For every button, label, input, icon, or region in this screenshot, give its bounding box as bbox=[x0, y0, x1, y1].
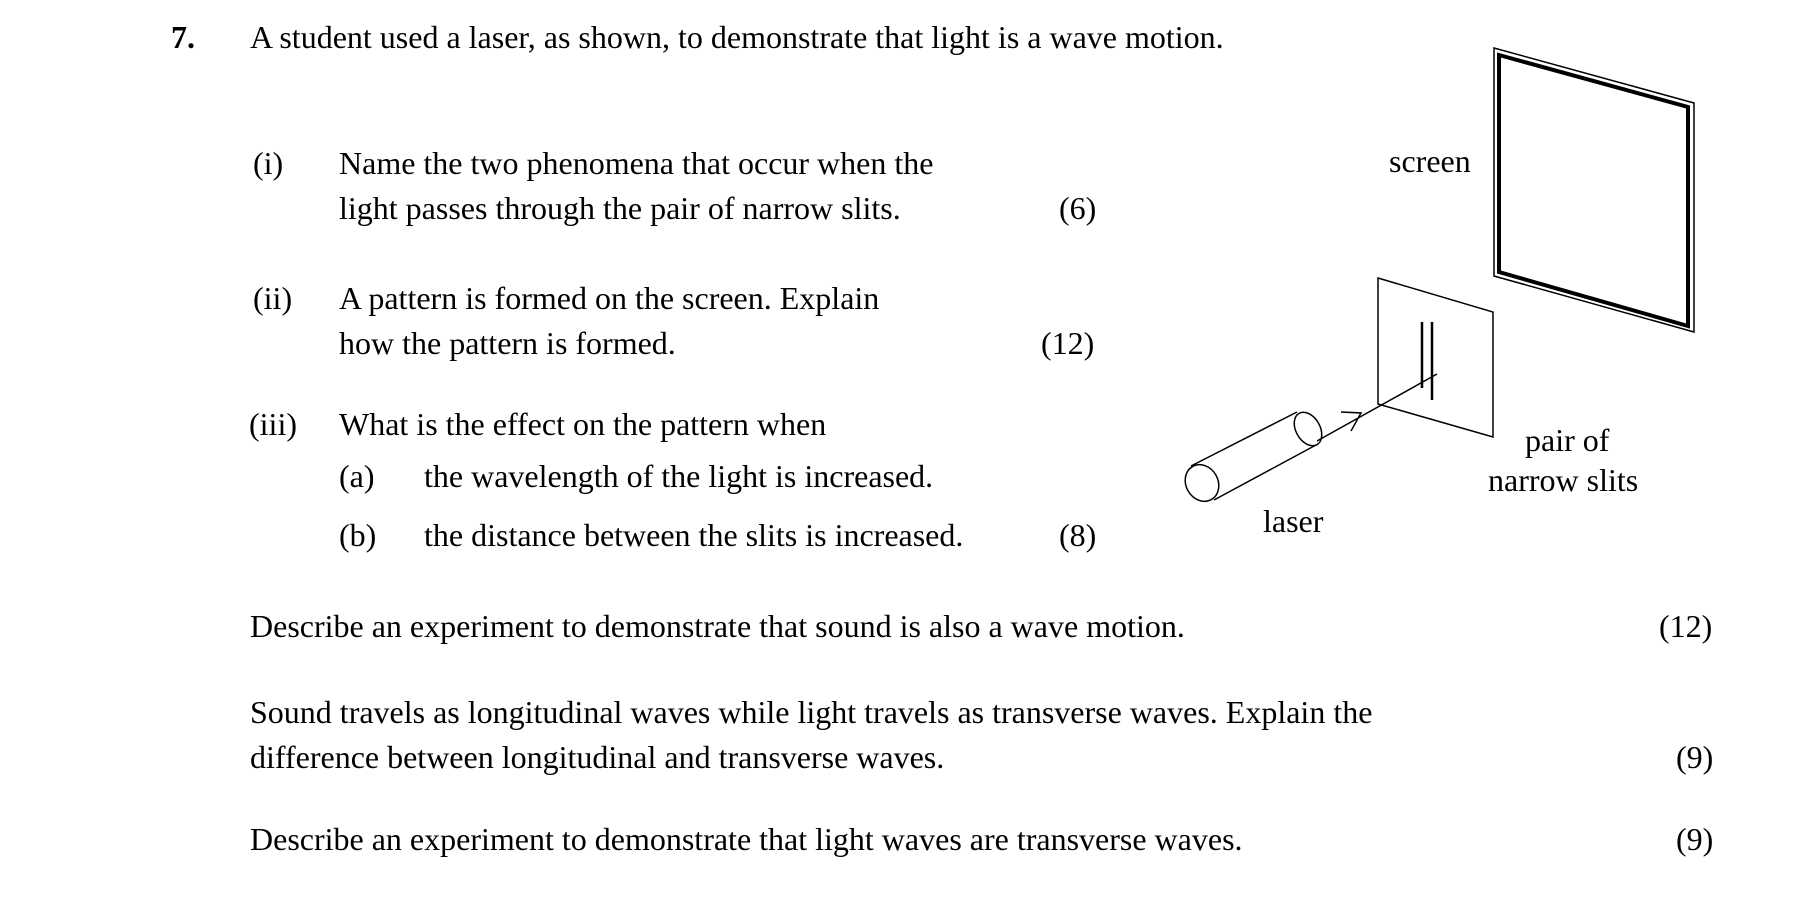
further-1-line-1: Describe an experiment to demonstrate that sound is also a wave motion. bbox=[250, 608, 1185, 644]
part-iii-label: (iii) bbox=[249, 406, 297, 442]
further-2-line-2: difference between longitudinal and transverse waves. bbox=[250, 739, 945, 775]
further-1-marks: (12) bbox=[1659, 608, 1713, 644]
part-iii-b-label: (b) bbox=[339, 517, 377, 553]
further-3-marks: (9) bbox=[1676, 821, 1714, 857]
part-iii-a-text: the wavelength of the light is increased. bbox=[424, 458, 934, 494]
laser-beam bbox=[1317, 374, 1437, 441]
question-intro: A student used a laser, as shown, to demonstrate that light is a wave motion. bbox=[250, 19, 1224, 55]
screen-label: screen bbox=[1389, 143, 1471, 179]
question-number: 7. bbox=[171, 19, 195, 55]
part-iii-line-1: What is the effect on the pattern when bbox=[339, 406, 827, 442]
screen bbox=[1494, 48, 1694, 332]
part-iii-marks: (8) bbox=[1059, 517, 1097, 553]
part-ii-label: (ii) bbox=[253, 280, 293, 316]
part-ii-marks: (12) bbox=[1041, 325, 1095, 361]
further-2-line-1: Sound travels as longitudinal waves while light travels as transverse waves. Explain the bbox=[250, 694, 1373, 730]
slits-label-line-2: narrow slits bbox=[1488, 462, 1639, 498]
part-i-label: (i) bbox=[253, 145, 284, 181]
further-3-line-1: Describe an experiment to demonstrate that light waves are transverse waves. bbox=[250, 821, 1243, 857]
part-i-marks: (6) bbox=[1059, 190, 1097, 226]
part-i-line-1: Name the two phenomena that occur when the bbox=[339, 145, 934, 181]
laser-body bbox=[1179, 407, 1328, 507]
part-i-line-2: light passes through the pair of narrow slits. bbox=[339, 190, 901, 226]
part-iii-b-text: the distance between the slits is increased. bbox=[424, 517, 964, 553]
laser-label: laser bbox=[1263, 503, 1324, 539]
part-ii-line-2: how the pattern is formed. bbox=[339, 325, 676, 361]
part-iii-a-label: (a) bbox=[339, 458, 375, 494]
further-2-marks: (9) bbox=[1676, 739, 1714, 775]
slits-label-line-1: pair of bbox=[1525, 422, 1610, 458]
part-ii-line-1: A pattern is formed on the screen. Explain bbox=[339, 280, 880, 316]
slit-plate bbox=[1378, 278, 1493, 437]
